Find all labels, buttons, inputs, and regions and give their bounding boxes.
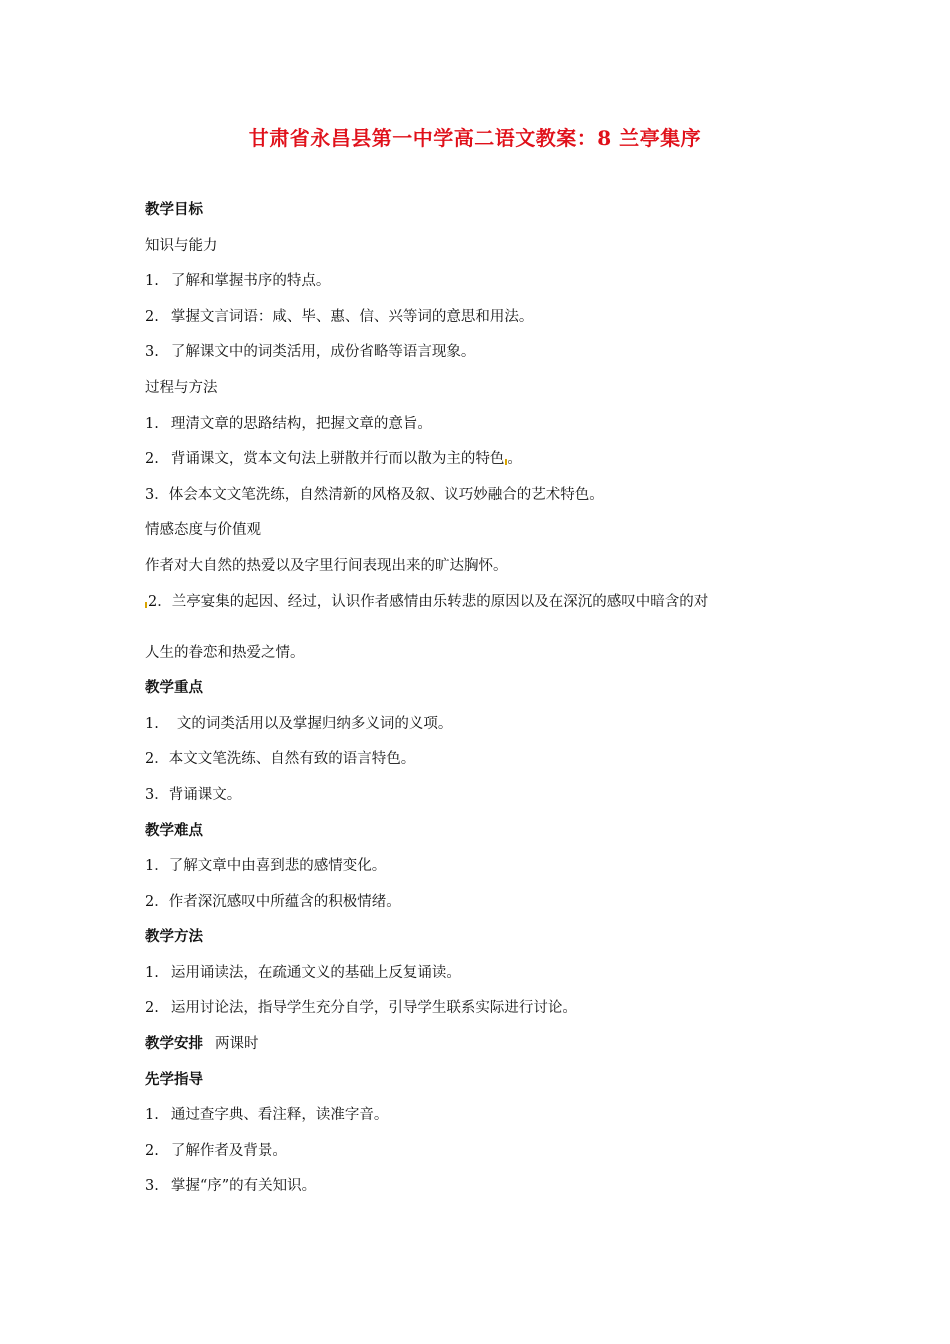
section-heading-methods: 教学方法 [145, 928, 203, 946]
item-number: 1. [145, 1107, 159, 1124]
section-heading-preview: 先学指导 [145, 1070, 203, 1088]
list-item [145, 1177, 825, 1195]
item-text: 体会本文文笔洗练，自然清新的风格及叙、议巧妙融合的艺术特色。 [168, 486, 604, 503]
item-text: 理清文章的思路结构，把握文章的意旨。 [170, 415, 432, 432]
item-text: 掌握“序”的有关知识。 [170, 1178, 317, 1195]
paragraph: 作者对大自然的热爱以及字里行间表现出来的旷达胸怀。 [145, 557, 508, 574]
item-number: 1． [145, 858, 169, 875]
subsection-label-emotion: 情感态度与价值观 [145, 522, 261, 539]
list-item-continuation: 人生的眷恋和热爱之情。 [145, 644, 305, 661]
item-text: 通过查字典、看注释，读准字音。 [170, 1107, 389, 1124]
list-item [145, 715, 825, 733]
item-text: 作者深沉感叹中所蕴含的积极情绪。 [168, 893, 401, 910]
item-text: 了解文章中由喜到悲的感情变化。 [168, 858, 387, 875]
list-item [145, 308, 825, 326]
subsection-label-knowledge: 知识与能力 [145, 237, 218, 254]
schedule-value: 两课时 [215, 1036, 259, 1053]
item-number: 1. [145, 415, 159, 432]
section-heading-goals: 教学目标 [145, 201, 203, 218]
section-heading-key-points: 教学重点 [145, 679, 203, 697]
item-text: 掌握文言词语：咸、毕、惠、信、兴等词的意思和用法。 [170, 308, 534, 325]
document-body [145, 201, 825, 1213]
item-number: 3． [145, 786, 169, 803]
item-number: 2． [148, 593, 172, 610]
section-heading-schedule: 教学安排 [145, 1035, 203, 1053]
edit-mark-icon [145, 602, 147, 608]
item-text: 了解课文中的词类活用，成份省略等语言现象。 [170, 344, 476, 361]
list-item [145, 857, 825, 875]
item-text: 兰亭宴集的起因、经过，认识作者感情由乐转悲的原因以及在深沉的感叹中暗含的对 [171, 593, 709, 610]
item-text: 文的词类活用以及掌握归纳多义词的义项。 [176, 715, 453, 732]
list-item [145, 343, 825, 361]
item-number: 2. [145, 308, 159, 325]
list-item [145, 750, 825, 768]
item-number: 3. [145, 344, 159, 361]
list-item [145, 1106, 825, 1124]
list-item [145, 893, 825, 911]
list-item [145, 450, 825, 468]
item-text: 运用诵读法，在疏通文义的基础上反复诵读。 [170, 964, 461, 981]
list-item [145, 593, 825, 611]
section-heading-difficulties: 教学难点 [145, 821, 203, 839]
list-item [145, 272, 825, 290]
item-number: 3. [145, 1178, 159, 1195]
item-number: 1. [145, 715, 159, 732]
list-item [145, 786, 825, 804]
item-text: 本文文笔洗练、自然有致的语言特色。 [168, 751, 416, 768]
list-item [145, 999, 825, 1017]
list-item [145, 1142, 825, 1160]
item-number: 2. [145, 1000, 159, 1017]
list-item [145, 964, 825, 982]
document-title: 甘肃省永昌县第一中学高二语文教案：8 兰亭集序 [248, 126, 702, 150]
item-text: 了解作者及背景。 [170, 1142, 287, 1159]
list-item [145, 415, 825, 433]
item-number: 2. [145, 451, 159, 468]
item-number: 3． [145, 486, 169, 503]
item-number: 2． [145, 751, 169, 768]
item-number: 1. [145, 273, 159, 290]
item-text: 背诵课文。 [168, 786, 242, 803]
item-text-tail: 。 [507, 451, 522, 468]
item-text: 背诵课文，赏本文句法上骈散并行而以散为主的特色 [170, 451, 505, 468]
schedule-line [145, 1035, 825, 1053]
list-item [145, 486, 825, 504]
item-text: 了解和掌握书序的特点。 [170, 273, 331, 290]
item-number: 2. [145, 1142, 159, 1159]
subsection-label-process: 过程与方法 [145, 379, 218, 396]
item-number: 2． [145, 893, 169, 910]
item-number: 1. [145, 964, 159, 981]
item-text: 运用讨论法，指导学生充分自学，引导学生联系实际进行讨论。 [170, 1000, 577, 1017]
